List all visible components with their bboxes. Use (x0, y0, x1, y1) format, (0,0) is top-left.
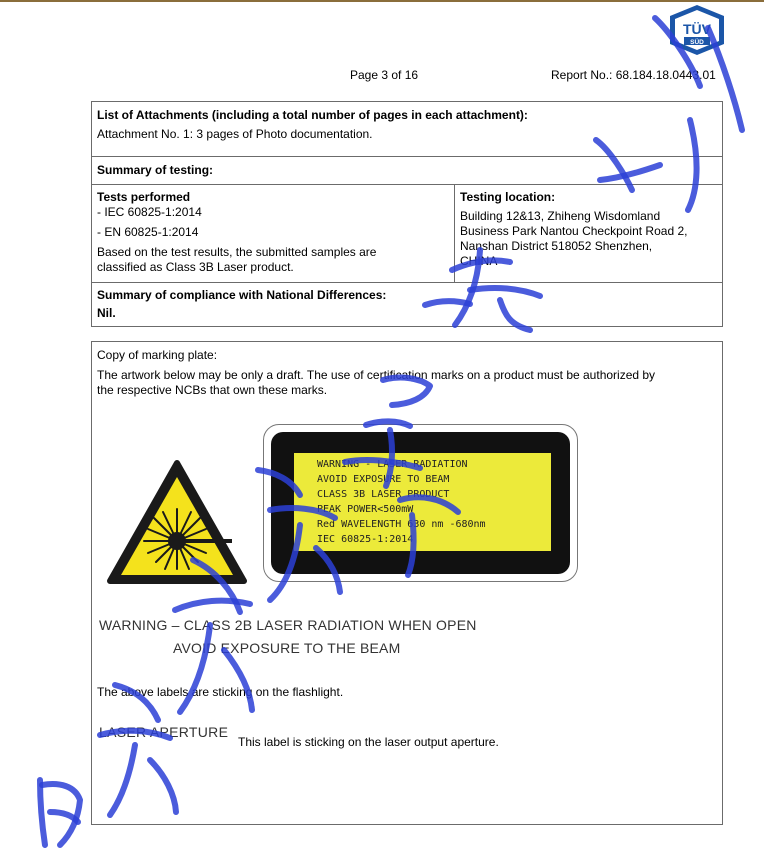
plate-line: CLASS 3B LASER PRODUCT (317, 489, 450, 500)
divider (91, 184, 723, 185)
divider (91, 156, 723, 157)
logo-subtext: SÜD (690, 39, 704, 46)
warning-line: WARNING – CLASS 2B LASER RADIATION WHEN OPEN (99, 617, 477, 633)
tuv-sud-logo (666, 4, 728, 56)
result-line: Based on the test results, the submitted samples are (97, 245, 377, 259)
test-item: - IEC 60825-1:2014 (97, 205, 202, 219)
location-line: CHINA (460, 254, 498, 268)
aperture-label: LASER APERTURE (99, 724, 229, 740)
national-value: Nil. (97, 306, 116, 320)
warning-line: AVOID EXPOSURE TO THE BEAM (173, 640, 401, 656)
result-line: classified as Class 3B Laser product. (97, 260, 294, 274)
logo-text: TÜV (683, 21, 711, 37)
location-line: Building 12&13, Zhiheng Wisdomland (460, 209, 661, 223)
location-line: Nanshan District 518052 Shenzhen, (460, 239, 653, 253)
labels-note: The above labels are sticking on the flashlight. (97, 685, 344, 699)
divider (91, 282, 723, 283)
location-title: Testing location: (460, 190, 556, 204)
aperture-note: This label is sticking on the laser output aperture. (238, 735, 499, 749)
top-rule (0, 0, 764, 2)
marking-note-line: the respective NCBs that own these marks. (97, 383, 328, 397)
test-item: - EN 60825-1:2014 (97, 225, 199, 239)
plate-line: Red WAVELENGTH 630 nm -680nm (317, 519, 486, 530)
attachment-item: Attachment No. 1: 3 pages of Photo documentation. (97, 127, 373, 141)
attachments-title: List of Attachments (including a total number of pages in each attachment): (97, 108, 528, 122)
laser-warning-triangle-icon (104, 457, 250, 589)
tests-title: Tests performed (97, 190, 191, 204)
national-title: Summary of compliance with National Differences: (97, 288, 387, 302)
summary-title: Summary of testing: (97, 163, 214, 177)
plate-line: PEAK POWER<500mW (317, 504, 414, 515)
location-line: Business Park Nantou Checkpoint Road 2, (460, 224, 688, 238)
plate-line: IEC 60825-1:2014 (317, 534, 414, 545)
plate-line: AVOID EXPOSURE TO BEAM (317, 474, 450, 485)
marking-title: Copy of marking plate: (97, 348, 218, 362)
divider (454, 184, 455, 282)
report-number: Report No.: 68.184.18.0443.01 (551, 68, 716, 82)
marking-note-line: The artwork below may be only a draft. The use of certification marks on a product must be authorized by (97, 368, 656, 382)
plate-line: WARNING - LASER RADIATION (317, 459, 468, 470)
page-number: Page 3 of 16 (350, 68, 419, 82)
